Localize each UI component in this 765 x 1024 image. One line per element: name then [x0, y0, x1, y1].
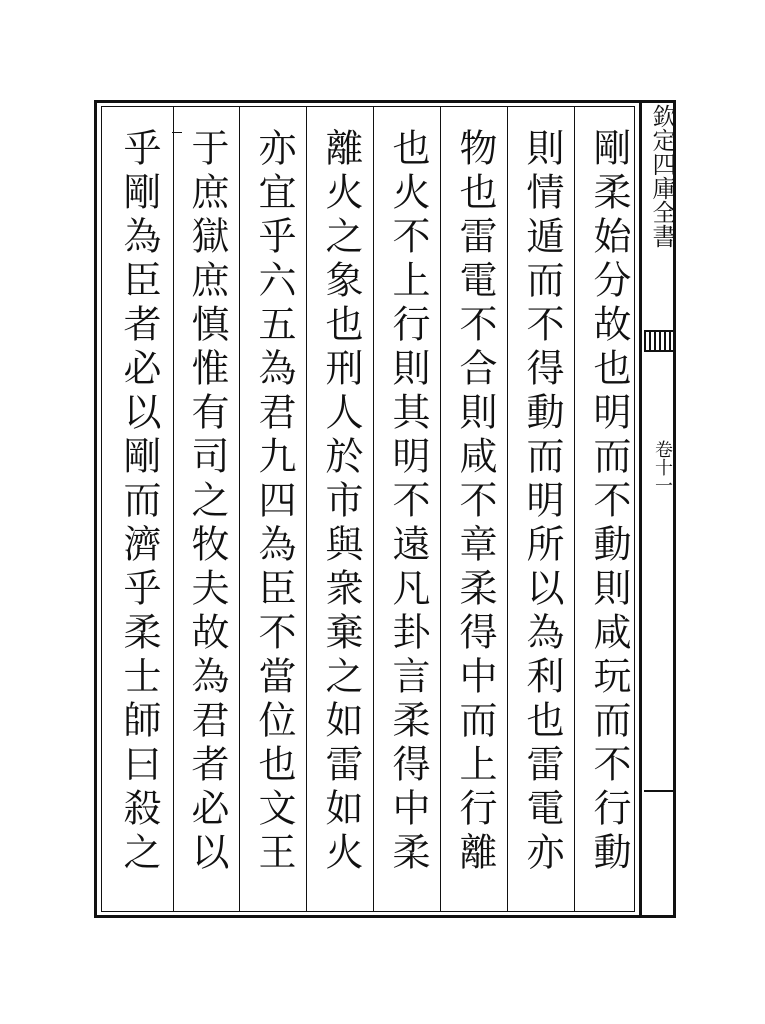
column-separator [574, 106, 575, 912]
text-column-7: 于庶獄庶慎惟有司之牧夫故為君者必以 [185, 128, 229, 876]
margin-book-title: 欽定四庫全書 [648, 104, 676, 248]
margin-volume-label: 卷十一 [652, 440, 673, 494]
text-column-4: 也火不上行則其明不遠凡卦言柔得中柔 [386, 128, 430, 876]
column-separator [373, 106, 374, 912]
text-column-1: 剛柔始分故也明而不動則咸玩而不行動 [587, 128, 631, 876]
fishtail-mark [644, 330, 674, 352]
column-separator [173, 106, 174, 912]
margin-rule [644, 790, 674, 792]
column-separator [239, 106, 240, 912]
text-column-6: 亦宜乎六五為君九四為臣不當位也文王 [252, 128, 296, 876]
text-column-3: 物也雷電不合則咸不章柔得中而上行離 [453, 128, 497, 876]
text-column-8: 乎剛為臣者必以剛而濟乎柔士師曰殺之 [117, 128, 161, 876]
column-separator [440, 106, 441, 912]
text-column-2: 則情遁而不得動而明所以為利也雷電亦 [520, 128, 564, 876]
text-column-5: 離火之象也刑人於市與衆棄之如雷如火 [319, 128, 363, 876]
column-separator [306, 106, 307, 912]
column-separator [507, 106, 508, 912]
